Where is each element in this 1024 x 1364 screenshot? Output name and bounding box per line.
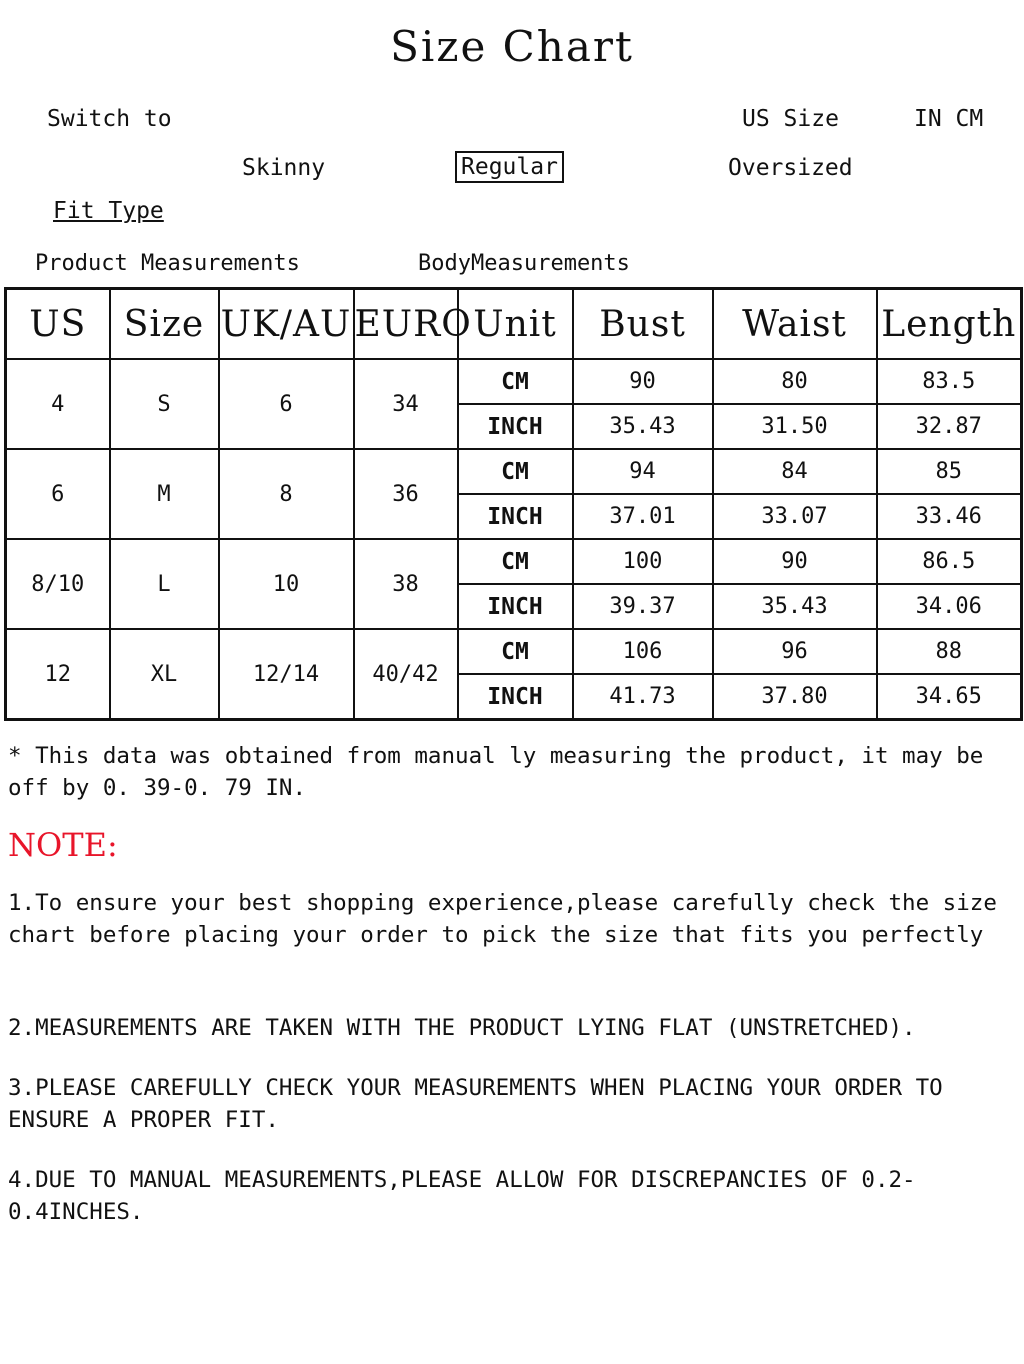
- cell-waist: 37.80: [713, 674, 877, 720]
- table-row: [6, 449, 1022, 494]
- cell-size: M: [110, 449, 219, 539]
- cell-unit: INCH: [458, 584, 573, 629]
- cell-unit: CM: [458, 359, 573, 404]
- cell-length: 86.5: [877, 539, 1022, 584]
- header-size: Size: [110, 289, 219, 360]
- page-title: Size Chart: [390, 22, 634, 71]
- cell-euro: 34: [354, 359, 458, 449]
- note-heading: NOTE:: [8, 826, 118, 864]
- measurement-footnote: * This data was obtained from manual ly measuring the product, it may be off by 0. 39-0. 79 IN.: [8, 743, 984, 801]
- header-bust: Bust: [573, 289, 713, 360]
- cell-waist: 31.50: [713, 404, 877, 449]
- cell-waist: 96: [713, 629, 877, 674]
- cell-ukau: 10: [219, 539, 354, 629]
- cell-length: 83.5: [877, 359, 1022, 404]
- cell-waist: 33.07: [713, 494, 877, 539]
- cell-us: 6: [6, 449, 110, 539]
- size-table: [4, 287, 1023, 721]
- cell-unit: INCH: [458, 404, 573, 449]
- cell-bust: 35.43: [573, 404, 713, 449]
- cell-ukau: 12/14: [219, 629, 354, 720]
- cell-length: 33.46: [877, 494, 1022, 539]
- header-us: US: [6, 289, 110, 360]
- cell-waist: 80: [713, 359, 877, 404]
- fit-option-skinny[interactable]: Skinny: [242, 155, 326, 181]
- unit-toggle[interactable]: IN CM: [914, 106, 984, 132]
- header-unit: Unit: [458, 289, 573, 360]
- table-header-row: [6, 289, 1022, 360]
- cell-euro: 40/42: [354, 629, 458, 720]
- header-length: Length: [877, 289, 1022, 360]
- cell-size: S: [110, 359, 219, 449]
- switch-to-label: Switch to: [47, 106, 172, 132]
- cell-us: 12: [6, 629, 110, 720]
- note-item-1: 1.To ensure your best shopping experience,please carefully check the size chart before placing your order to pick the size that fits you perfectly: [8, 890, 997, 948]
- table-row: [6, 629, 1022, 674]
- cell-ukau: 8: [219, 449, 354, 539]
- cell-bust: 37.01: [573, 494, 713, 539]
- cell-size: L: [110, 539, 219, 629]
- header-ukau: UK/AU: [219, 289, 354, 360]
- cell-unit: CM: [458, 629, 573, 674]
- fit-type-link[interactable]: Fit Type: [53, 198, 164, 224]
- cell-unit: CM: [458, 539, 573, 584]
- cell-unit: INCH: [458, 674, 573, 720]
- note-item-2: 2.MEASUREMENTS ARE TAKEN WITH THE PRODUCT LYING FLAT (UNSTRETCHED).: [8, 1015, 916, 1041]
- fit-option-regular[interactable]: Regular: [455, 151, 564, 183]
- us-size-selector[interactable]: US Size: [742, 106, 839, 132]
- cell-size: XL: [110, 629, 219, 720]
- cell-waist: 84: [713, 449, 877, 494]
- cell-length: 88: [877, 629, 1022, 674]
- cell-bust: 90: [573, 359, 713, 404]
- fit-option-oversized[interactable]: Oversized: [728, 155, 853, 181]
- note-item-3: 3.PLEASE CAREFULLY CHECK YOUR MEASUREMENTS WHEN PLACING YOUR ORDER TO ENSURE A PROPER FIT.: [8, 1075, 943, 1133]
- cell-waist: 35.43: [713, 584, 877, 629]
- header-waist: Waist: [713, 289, 877, 360]
- cell-bust: 41.73: [573, 674, 713, 720]
- cell-euro: 38: [354, 539, 458, 629]
- cell-bust: 94: [573, 449, 713, 494]
- note-item-4: 4.DUE TO MANUAL MEASUREMENTS,PLEASE ALLOW FOR DISCREPANCIES OF 0.2-0.4INCHES.: [8, 1167, 916, 1225]
- cell-length: 32.87: [877, 404, 1022, 449]
- table-row: [6, 359, 1022, 404]
- cell-euro: 36: [354, 449, 458, 539]
- cell-bust: 106: [573, 629, 713, 674]
- cell-unit: CM: [458, 449, 573, 494]
- cell-bust: 39.37: [573, 584, 713, 629]
- cell-length: 34.06: [877, 584, 1022, 629]
- tab-body-measurements[interactable]: BodyMeasurements: [418, 251, 630, 276]
- cell-us: 8/10: [6, 539, 110, 629]
- cell-length: 34.65: [877, 674, 1022, 720]
- cell-waist: 90: [713, 539, 877, 584]
- cell-unit: INCH: [458, 494, 573, 539]
- header-euro: EURO: [354, 289, 458, 360]
- cell-length: 85: [877, 449, 1022, 494]
- cell-bust: 100: [573, 539, 713, 584]
- cell-us: 4: [6, 359, 110, 449]
- table-row: [6, 539, 1022, 584]
- cell-ukau: 6: [219, 359, 354, 449]
- tab-product-measurements[interactable]: Product Measurements: [35, 251, 300, 276]
